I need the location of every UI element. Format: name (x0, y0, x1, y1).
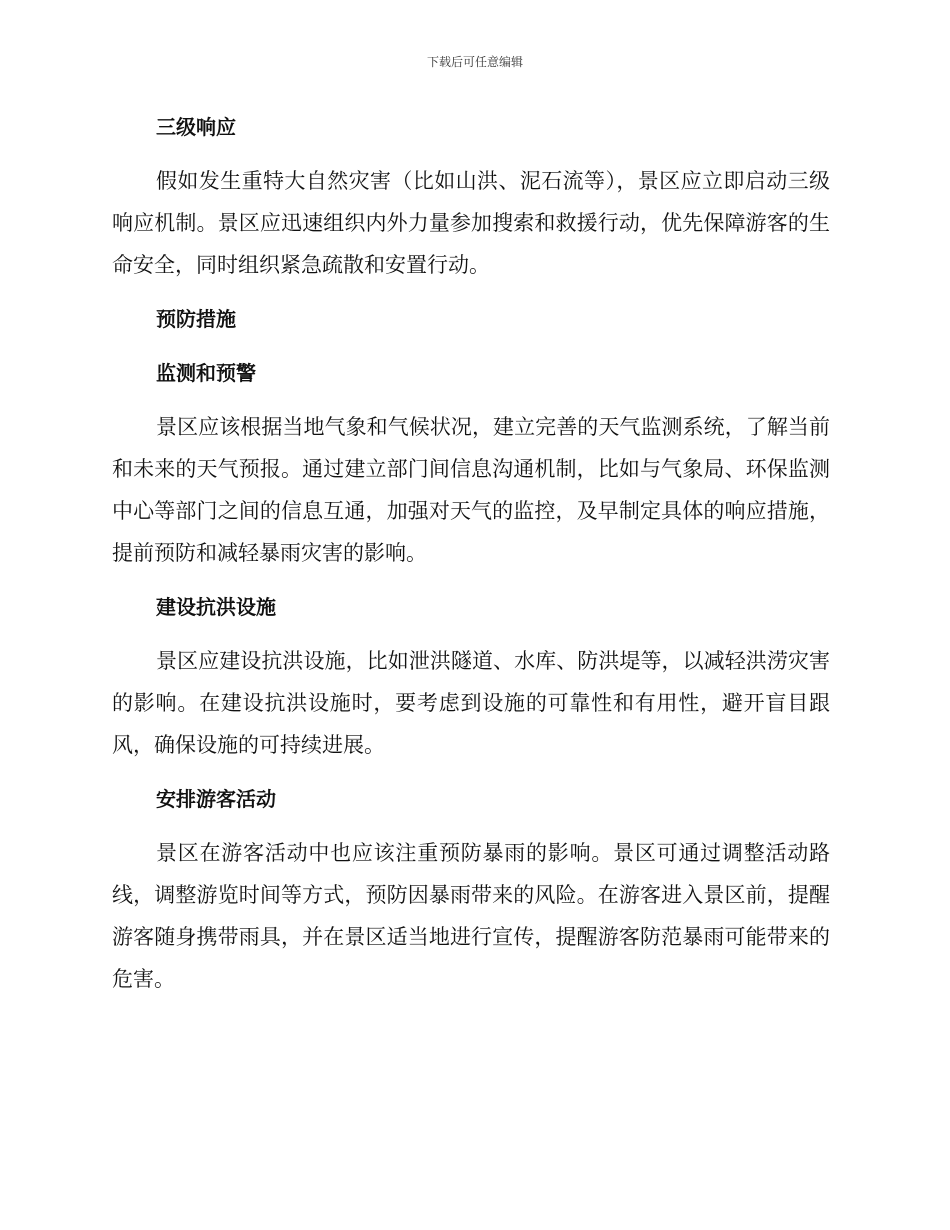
section-heading-visitor-activities: 安排游客活动 (156, 787, 276, 811)
section-heading-tertiary-response: 三级响应 (156, 115, 236, 139)
section-heading-monitoring: 监测和预警 (156, 361, 256, 385)
section-heading-flood-facilities: 建设抗洪设施 (156, 595, 276, 619)
section-paragraph-monitoring: 景区应该根据当地气象和气候状况，建立完善的天气监测系统，了解当前和未来的天气预报。通过建立部门间信息沟通机制，比如与气象局、环保监测中心等部门之间的信息互通，加强对天气的监控，及早制定具体的响应措施，提前预防和减轻暴雨灾害的影响。 (112, 415, 830, 565)
page-header: 下载后可任意编辑 (426, 55, 523, 69)
section-paragraph-visitor-activities: 景区在游客活动中也应该注重预防暴雨的影响。景区可通过调整活动路线，调整游览时间等方式，预防因暴雨带来的风险。在游客进入景区前，提醒游客随身携带雨具，并在景区适当地进行宣传，提醒游客防范暴雨可能带来的危害。 (112, 841, 830, 991)
section-paragraph-tertiary-response: 假如发生重特大自然灾害（比如山洪、泥石流等），景区应立即启动三级响应机制。景区应迅速组织内外力量参加搜索和救援行动，优先保障游客的生命安全，同时组织紧急疏散和安置行动。 (112, 169, 830, 277)
document-body (112, 106, 830, 1000)
section-heading-prevention: 预防措施 (156, 307, 236, 331)
section-paragraph-flood-facilities: 景区应建设抗洪设施，比如泄洪隧道、水库、防洪堤等，以减轻洪涝灾害的影响。在建设抗洪设施时，要考虑到设施的可靠性和有用性，避开盲目跟风，确保设施的可持续进展。 (112, 649, 830, 757)
